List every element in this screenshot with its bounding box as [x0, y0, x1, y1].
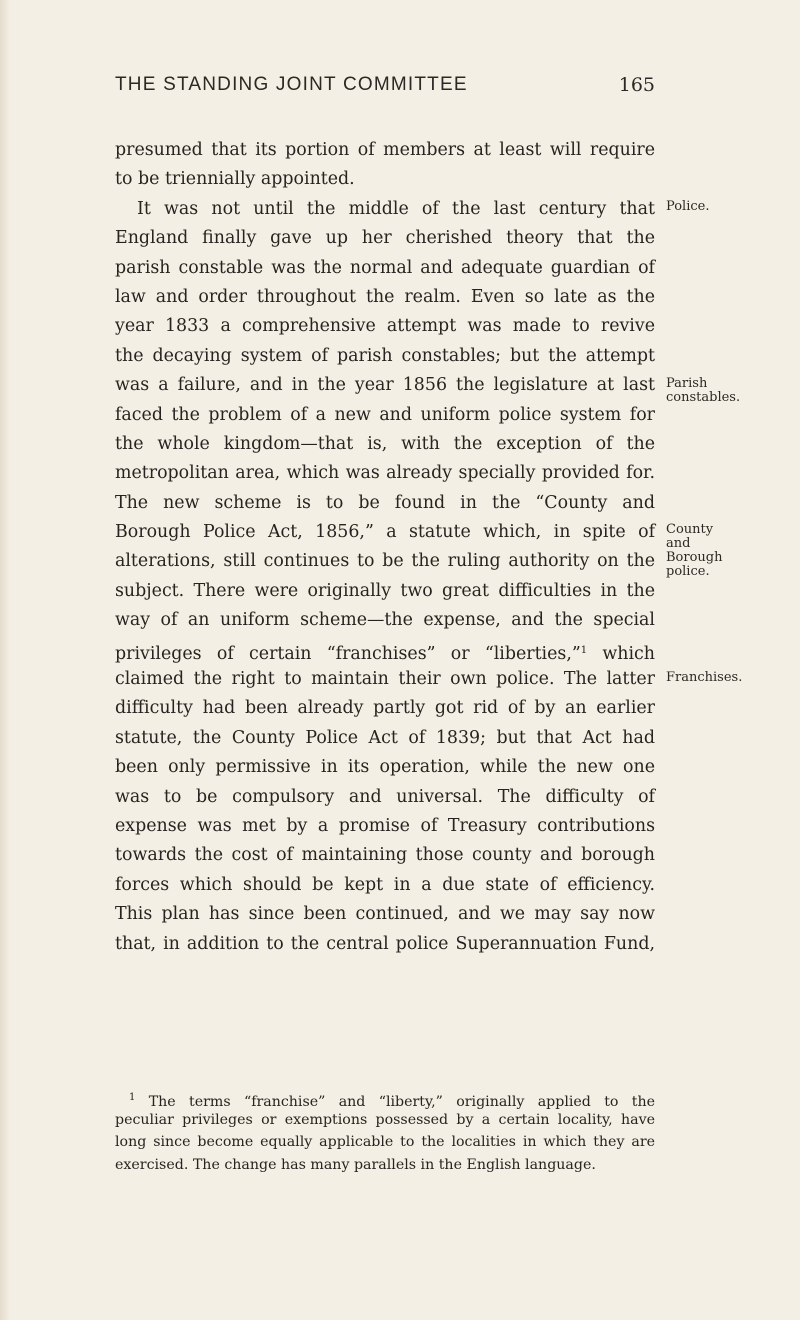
page-gutter-shadow: [0, 0, 10, 1320]
text-line: the decaying system of parish constables; but the attempt: [115, 345, 655, 366]
text-line: forces which should be kept in a due state of efficiency.: [115, 874, 655, 895]
text-line: expense was met by a promise of Treasury contributions: [115, 815, 655, 836]
page-number: 165: [618, 74, 655, 96]
text-line: parish constable was the normal and adequate guardian of: [115, 257, 655, 278]
running-head: THE STANDING JOINT COMMITTEE: [115, 74, 468, 95]
text-line: way of an uniform scheme—the expense, and the special: [115, 610, 655, 631]
text-line: been only permissive in its operation, while the new one: [115, 757, 655, 778]
text-line: Borough Police Act, 1856,” a statute which, in spite of: [115, 522, 655, 543]
text-line: was a failure, and in the year 1856 the legislature at last: [115, 375, 655, 396]
footnote-marker: 1: [129, 1092, 136, 1103]
footnote-reference: 1: [580, 644, 588, 656]
text-line: to be triennially appointed.: [115, 169, 355, 190]
text-line: statute, the County Police Act of 1839; but that Act had: [115, 727, 655, 748]
text-line: The new scheme is to be found in the “County and: [115, 492, 655, 513]
footnote: [115, 1087, 655, 1176]
text-line: that, in addition to the central police Superannuation Fund,: [115, 933, 655, 954]
footnote-line: peculiar privileges or exemptions possessed by a certain locality, have: [115, 1112, 655, 1129]
margin-note-line: police.: [666, 564, 710, 579]
text-line: faced the problem of a new and uniform police system for: [115, 404, 655, 425]
text-line: claimed the right to maintain their own police. The latter: [115, 669, 655, 690]
text-segment: privileges of certain “franchises” or “liberties,”: [115, 643, 581, 664]
text-line: difficulty had been already partly got rid of by an earlier: [115, 698, 655, 719]
footnote-line: long since become equally applicable to the localities in which they are: [115, 1134, 655, 1151]
body-text: [115, 136, 655, 959]
text-line: was to be compulsory and universal. The difficulty of: [115, 786, 655, 807]
margin-note-line: County: [666, 522, 714, 537]
margin-note-line: and: [666, 536, 691, 551]
page-header: [115, 74, 655, 104]
text-line: metropolitan area, which was already specially provided for.: [115, 463, 655, 484]
margin-note-police: Police.: [666, 199, 710, 214]
text-line-with-footnote-ref: [115, 636, 655, 665]
footnote-line: [115, 1087, 655, 1109]
footnote-line: exercised. The change has many parallels in the English language.: [115, 1156, 596, 1173]
text-line: subject. There were originally two great difficulties in the: [115, 580, 655, 601]
margin-note-franchises: Franchises.: [666, 670, 743, 685]
margin-note-line: Borough: [666, 550, 723, 565]
footnote-text: The terms “franchise” and “liberty,” originally applied to the: [148, 1094, 655, 1110]
margin-note-line: constables.: [666, 390, 741, 405]
text-line: alterations, still continues to be the ruling authority on the: [115, 551, 655, 572]
text-line: It was not until the middle of the last century that: [137, 198, 655, 219]
margin-note-parish-constables: [666, 377, 740, 405]
margin-note-county-borough-police: [666, 523, 723, 579]
text-line: towards the cost of maintaining those county and borough: [115, 845, 655, 866]
text-line: This plan has since been continued, and we may say now: [115, 904, 655, 925]
text-line: presumed that its portion of members at least will require: [115, 140, 655, 160]
text-line: the whole kingdom—that is, with the exception of the: [115, 433, 655, 454]
text-line: England finally gave up her cherished theory that the: [115, 228, 655, 249]
text-segment: which: [587, 643, 655, 664]
margin-note-line: Parish: [666, 376, 708, 391]
text-line: law and order throughout the realm. Even so late as the: [115, 286, 655, 307]
text-line: year 1833 a comprehensive attempt was made to revive: [115, 316, 655, 337]
